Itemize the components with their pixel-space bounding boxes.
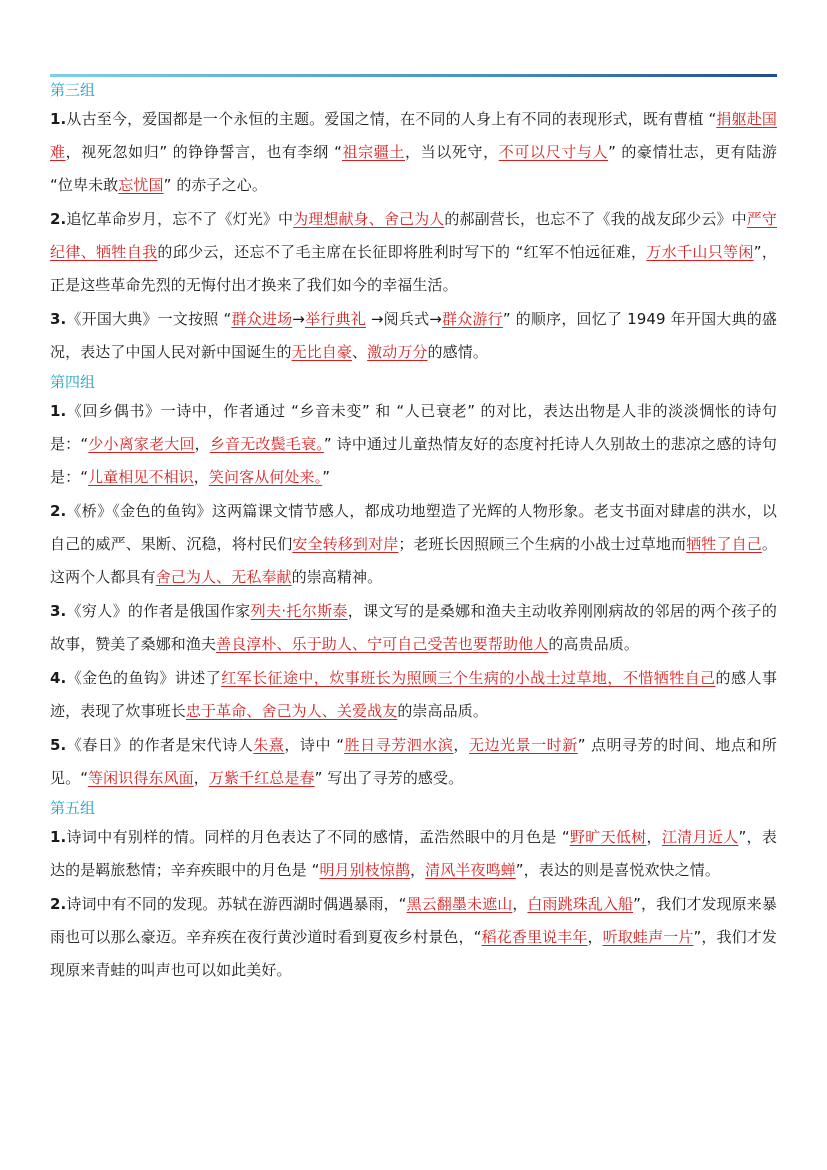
question-text: ， <box>193 468 209 486</box>
question-item <box>50 103 777 202</box>
answer-text: 无比自豪 <box>291 343 353 361</box>
answer-text: 舍己为人、无私奉献 <box>155 568 292 586</box>
answer-text: 严守纪律、牺牲自我 <box>50 210 777 261</box>
question-text: 《开国大典》一文按照 “ <box>66 310 232 328</box>
question-text: 。这两个人都具有 <box>50 535 777 586</box>
answer-text: 红军长征途中，炊事班长为照顾三个生病的小战士过草地，不惜牺牲自己 <box>221 669 716 687</box>
question-text: 诗词中有不同的发现。苏轼在游西湖时偶遇暴雨，“ <box>66 895 407 913</box>
answer-text: 清风半夜鸣蝉 <box>425 861 516 879</box>
answer-text: 乡音无改鬓毛衰。 <box>209 435 324 453</box>
group-title: 第三组 <box>50 81 96 99</box>
question-text: ，视死忽如归” 的铮铮誓言，也有李纲 “ <box>65 143 343 161</box>
question-text: ” 的顺序，回忆了 1949 年开国大典的盛况，表达了中国人民对新中国诞生的 <box>50 310 778 361</box>
question-text: 、 <box>352 343 368 361</box>
question-text: →阅兵式→ <box>365 310 442 328</box>
answer-text: 儿童相见不相识 <box>88 468 194 486</box>
question-item <box>50 303 777 369</box>
answer-text: 稻花香里说丰年 <box>481 928 588 946</box>
answer-text: 朱熹 <box>253 736 285 754</box>
question-number: 2. <box>50 502 67 520</box>
question-text: 的邱少云，还忘不了毛主席在长征即将胜利时写下的 “红军不怕远征难， <box>157 243 647 261</box>
question-text: ，课文写的是桑娜和渔夫主动收养刚刚病故的邻居的两个孩子的故事，赞美了桑娜和渔夫 <box>50 602 778 653</box>
answer-text: 捐躯赴国难 <box>50 110 777 161</box>
question-item <box>50 729 777 795</box>
question-item <box>50 495 777 594</box>
question-text: 的崇高精神。 <box>291 568 383 586</box>
answer-text: 万水千山只等闲 <box>646 243 754 261</box>
group-section <box>50 78 777 369</box>
answer-text: 少小离家老大回 <box>88 435 195 453</box>
question-number: 2. <box>50 895 67 913</box>
question-item <box>50 821 777 887</box>
question-text: → <box>292 310 305 328</box>
question-number: 3. <box>50 310 67 328</box>
question-text: ， <box>194 435 210 453</box>
question-text: 的感人事迹，表现了炊事班长 <box>50 669 777 720</box>
question-text: ” 的赤子之心。 <box>163 176 267 194</box>
answer-text: 野旷天低树 <box>569 828 647 846</box>
question-number: 3. <box>50 602 67 620</box>
answer-text: 等闲识得东风面 <box>88 769 194 787</box>
question-text: ，当以死守， <box>405 143 499 161</box>
question-text: 《回乡偶书》一诗中，作者通过 “乡音未变” 和 “人已衰老” 的对比，表达出物是人非的淡淡惆怅的诗句是：“ <box>50 402 777 453</box>
question-text: ， <box>410 861 426 879</box>
answer-text: 笑问客从何处来。 <box>208 468 323 486</box>
question-number: 1. <box>50 828 67 846</box>
question-text: 从古至今，爱国都是一个永恒的主题。爱国之情，在不同的人身上有不同的表现形式，既有曹植 “ <box>66 110 717 128</box>
question-item <box>50 395 777 494</box>
answer-text: 举行典礼 <box>304 310 366 328</box>
question-number: 1. <box>50 110 67 128</box>
answer-text: 无边光景一时新 <box>468 736 578 754</box>
question-text: 追忆革命岁月，忘不了《灯光》中 <box>66 210 294 228</box>
answer-text: 列夫·托尔斯泰 <box>250 602 348 620</box>
question-text: ”，表达的是羁旅愁情；辛弃疾眼中的月色是 “ <box>50 828 777 879</box>
answer-text: 群众进场 <box>231 310 293 328</box>
question-text: ， <box>512 895 528 913</box>
answer-text: 黑云翻墨未遮山 <box>406 895 513 913</box>
answer-text: 牺牲了自己 <box>686 535 762 553</box>
answer-text: 忘忧国 <box>118 176 164 194</box>
question-item <box>50 203 777 302</box>
question-text: 《金色的鱼钩》讲述了 <box>66 669 222 687</box>
group-title: 第五组 <box>50 799 96 817</box>
answer-text: 白雨跳珠乱入船 <box>527 895 634 913</box>
question-text: ， <box>587 928 603 946</box>
question-text: ， <box>453 736 469 754</box>
question-text: ”，表达的则是喜悦欢快之情。 <box>515 861 720 879</box>
question-number: 5. <box>50 736 67 754</box>
answer-text: 不可以尺寸与人 <box>498 143 609 161</box>
group-section <box>50 796 777 987</box>
question-number: 1. <box>50 402 67 420</box>
question-text: ，诗中 “ <box>284 736 345 754</box>
answer-text: 听取蛙声一片 <box>602 928 694 946</box>
answer-text: 明月别枝惊鹊 <box>319 861 411 879</box>
question-text: ， <box>193 769 209 787</box>
answer-text: 万紫千红总是春 <box>208 769 315 787</box>
question-item <box>50 662 777 728</box>
question-text: 的郝副营长，也忘不了《我的战友邱少云》中 <box>444 210 747 228</box>
question-text: ”，我们才发现原来青蛙的叫声也可以如此美好。 <box>50 928 777 979</box>
question-text: ” 点明寻芳的时间、地点和所见。“ <box>50 736 778 787</box>
question-item <box>50 888 777 987</box>
answer-text: 群众游行 <box>441 310 503 328</box>
answer-text: 安全转移到对岸 <box>292 535 399 553</box>
document-body <box>50 78 777 988</box>
question-text: 《穷人》的作者是俄国作家 <box>66 602 251 620</box>
question-text: ；老班长因照顾三个生病的小战士过草地而 <box>398 535 687 553</box>
question-text: 的崇高品质。 <box>397 702 488 720</box>
question-text: ” 诗中通过儿童热情友好的态度衬托诗人久别故土的悲凉之感的诗句是：“ <box>50 435 777 486</box>
question-text: 《春日》的作者是宋代诗人 <box>66 736 254 754</box>
question-number: 2. <box>50 210 67 228</box>
group-section <box>50 370 777 795</box>
answer-text: 胜日寻芳泗水滨 <box>344 736 454 754</box>
question-number: 4. <box>50 669 67 687</box>
question-text: ”，我们才发现原来暴雨也可以那么豪迈。辛弃疾在夜行黄沙道时看到夏夜乡村景色，“ <box>50 895 777 946</box>
question-text: 诗词中有别样的情。同样的月色表达了不同的感情，孟浩然眼中的月色是 “ <box>66 828 570 846</box>
question-item <box>50 595 777 661</box>
header-rule <box>50 74 777 77</box>
question-text: ”，正是这些革命先烈的无悔付出才换来了我们如今的幸福生活。 <box>50 243 777 294</box>
question-text: 的高贵品质。 <box>548 635 639 653</box>
question-text: ， <box>646 828 662 846</box>
answer-text: 善良淳朴、乐于助人、宁可自己受苦也要帮助他人 <box>216 635 549 653</box>
question-text: ” 写出了寻芳的感受。 <box>314 769 464 787</box>
answer-text: 为理想献身、舍己为人 <box>293 210 445 228</box>
question-text: 的感情。 <box>427 343 488 361</box>
question-text: ” 的豪情壮志，更有陆游 “位卑未敢 <box>50 143 777 194</box>
question-text: 《桥》《金色的鱼钩》这两篇课文情节感人，都成功地塑造了光辉的人物形象。老支书面对肆虐的洪水，以自己的威严、果断、沉稳，将村民们 <box>50 502 777 553</box>
answer-text: 祖宗疆土 <box>342 143 406 161</box>
answer-text: 忠于革命、舍己为人、关爱战友 <box>185 702 398 720</box>
answer-text: 激动万分 <box>367 343 428 361</box>
answer-text: 江清月近人 <box>661 828 739 846</box>
question-text: ” <box>322 468 331 486</box>
group-title: 第四组 <box>50 373 96 391</box>
